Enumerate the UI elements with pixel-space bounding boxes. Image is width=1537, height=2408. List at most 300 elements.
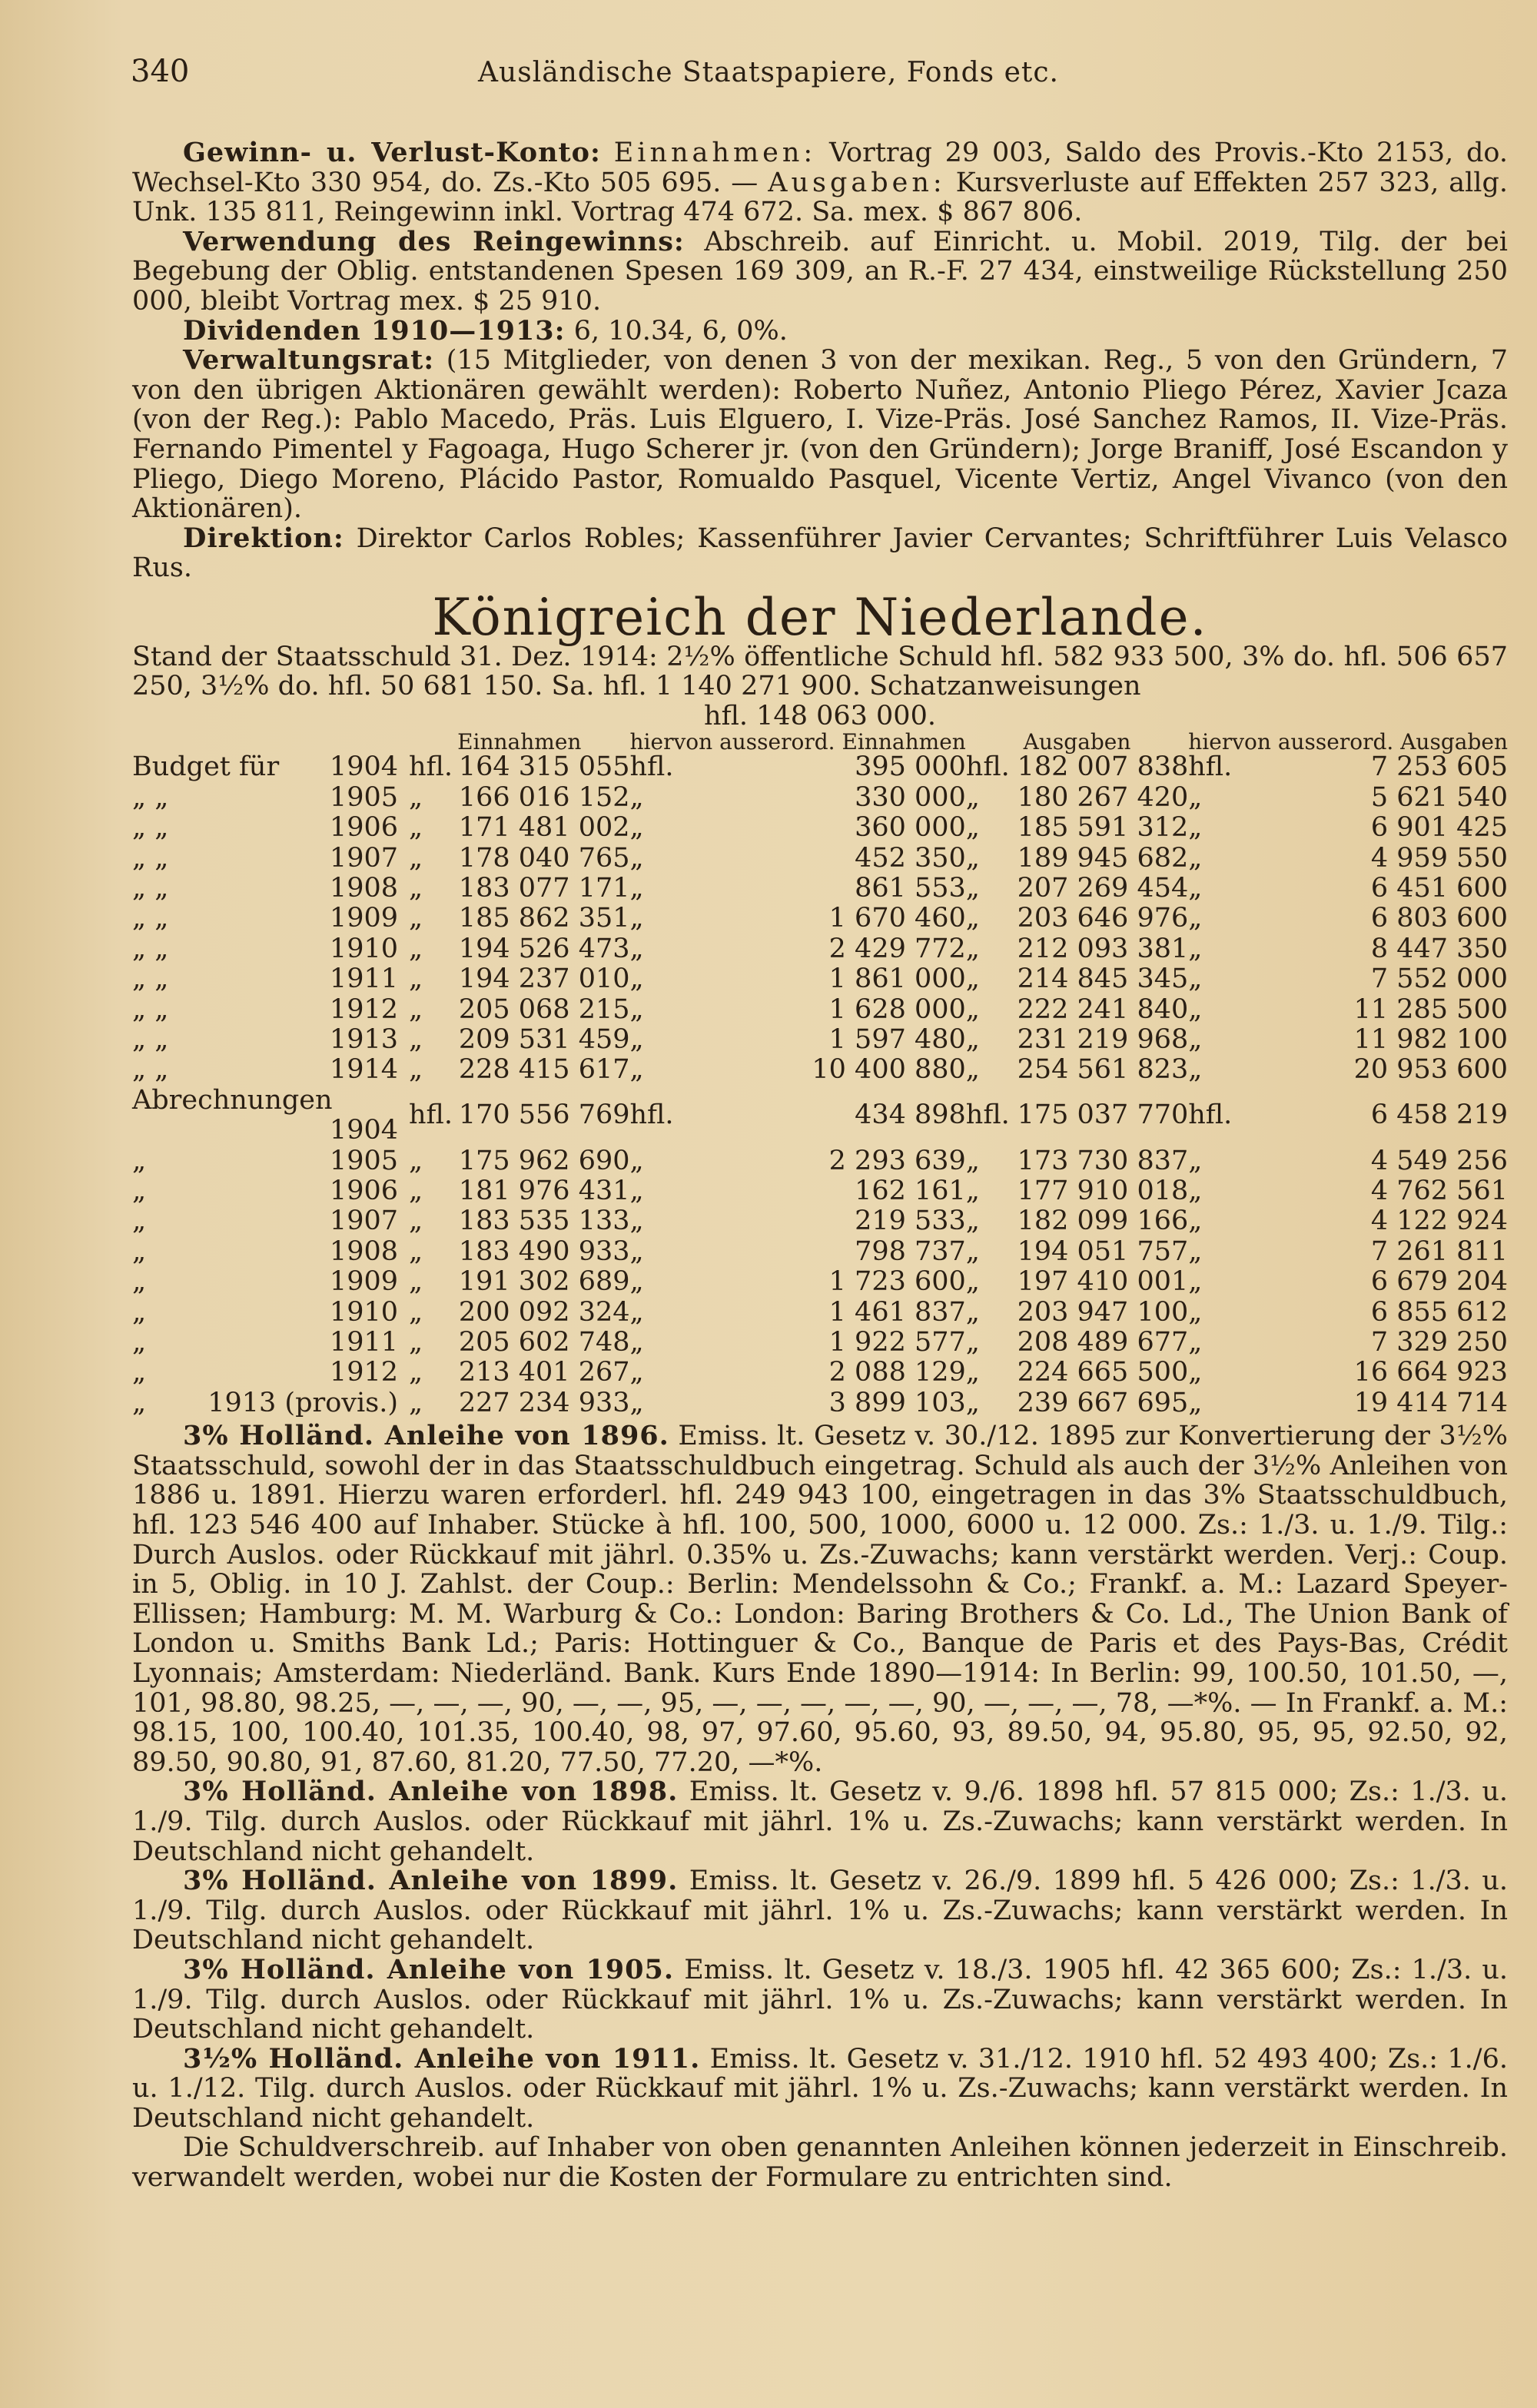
cell-ao-einnahmen: 1 461 837 — [828, 1296, 966, 1328]
unit-1: „ — [409, 1236, 423, 1267]
verwendung-text: Abschreib. auf Einricht. u. Mobil. 2019, Tilg. der bei Begebung der Oblig. entstandenen Spesen 169 309, an R.-F. 27 434, einstweilige Rückstellung 250 000, bleibt Vortrag mex. $ 25 910. — [132, 226, 1508, 317]
row-year: 1912 — [329, 1357, 398, 1388]
row-label-text: „ „ — [132, 872, 169, 904]
cell-ausgaben: 208 489 677 — [1017, 1327, 1189, 1358]
bond-title: 3½% Holländ. Anleihe von 1911. — [183, 2042, 701, 2075]
cell-ausgaben: 254 561 823 — [1017, 1054, 1189, 1086]
cell-ao-einnahmen: 452 350 — [855, 842, 966, 874]
cell-einnahmen: 213 401 267 — [458, 1357, 630, 1388]
cell-ao-ausgaben: 6 451 600 — [1370, 872, 1508, 904]
unit-2: „ — [629, 993, 644, 1025]
table-row — [132, 1086, 1508, 1146]
table-row — [132, 1025, 1508, 1055]
row-label — [132, 874, 409, 904]
cell-ao-ausgaben: 6 855 612 — [1370, 1296, 1508, 1328]
unit-3: „ — [965, 1236, 980, 1267]
row-label — [132, 1298, 409, 1328]
unit-4: „ — [1188, 842, 1203, 874]
table-row — [132, 1176, 1508, 1206]
unit-4: „ — [1188, 1357, 1203, 1388]
cell-ao-einnahmen: 2 293 639 — [828, 1145, 966, 1176]
gewinn-text-b: Vortrag 29 003, Saldo des Provis.-Kto 2153, do. Wechsel-Kto 330 954, do. Zs.-Kto 505 695. — — [132, 138, 1508, 198]
cell-einnahmen: 166 016 152 — [458, 781, 630, 813]
cell-einnahmen: 183 535 133 — [458, 1206, 630, 1237]
row-label-text: „ „ — [132, 993, 169, 1025]
table-row — [132, 783, 1508, 813]
unit-1: „ — [409, 781, 423, 813]
row-label — [132, 1267, 409, 1297]
cell-ausgaben: 203 947 100 — [1017, 1296, 1189, 1328]
unit-1: „ — [409, 1357, 423, 1388]
row-label-text: „ — [132, 1206, 147, 1237]
dividenden-text: 6, 10.34, 6, 0%. — [565, 315, 788, 347]
unit-4: „ — [1188, 1296, 1203, 1328]
cell-einnahmen: 227 234 933 — [458, 1387, 630, 1418]
table-row — [132, 995, 1508, 1025]
row-label — [132, 1206, 409, 1236]
table-row — [132, 1298, 1508, 1328]
unit-1: hfl. — [409, 1100, 453, 1131]
gewinn-text-c: Kursverluste auf Effekten 257 323, allg. Unk. 135 811, Reingewinn inkl. Vortrag 474 672. Sa. mex. $ 867 806. — [132, 167, 1509, 228]
bond-text: Emiss. lt. Gesetz v. 30./12. 1895 zur Konvertierung der 3½% Staatsschuld, sowohl der in das Staatsschuldbuch eingetrag. Schuld als auch der 3½% Anleihen von 1886 u. 1891. Hierzu waren erforderl. hfl. 249 943 100, eingetragen in das 3% Staatsschuldbuch, hfl. 123 546 400 auf Inhaber. Stücke à hfl. 100, 500, 1000, 6000 u. 12 000. Zs.: 1./3. u. 1./9. Tilg.: Durch Auslos. oder Rückkauf mit jährl. 0.35% u. Zs.-Zuwachs; kann verstärkt werden. Verj.: Coup. in 5, Oblig. in 10 J. Zahlst. der Coup.: Berlin: Mendelssohn & Co.; Frankf. a. M.: Lazard Speyer-Ellissen; Hamburg: M. M. Warburg & Co.: London: Baring Brothers & Co. Ld., The Union Bank of London u. Smiths Bank Ld.; Paris: Hottinguer & Co., Banque de Paris et des Pays-Bas, Crédit Lyonnais; Amsterdam: Niederländ. Bank. Kurs Ende 1890—1914: In Berlin: 99, 100.50, 101.50, —, 101, 98.80, 98.25, —, —, —, 90, —, —, 95, —, —, —, —, —, 90, —, —, —, 78, —*%. — In Frankf. a. M.: 98.15, 100, 100.40, 101.35, 100.40, 98, 97, 97.60, 95.60, 93, 89.50, 94, 95.80, 95, 95, 92.50, 92, 89.50, 90.80, 91, 87.60, 81.20, 77.50, 77.20, —*%. — [132, 1421, 1509, 1778]
unit-2: „ — [629, 903, 644, 934]
cell-ao-ausgaben: 4 122 924 — [1370, 1206, 1508, 1237]
unit-2: „ — [629, 1357, 644, 1388]
section-title: Königreich der Niederlande. — [432, 587, 1208, 647]
cell-einnahmen: 183 490 933 — [458, 1236, 630, 1267]
unit-2: hfl. — [629, 1100, 674, 1131]
unit-3: „ — [965, 964, 980, 995]
cell-ausgaben: 182 099 166 — [1017, 1206, 1189, 1237]
header-ausgaben: Ausgaben — [1023, 729, 1131, 755]
bond-text: Emiss. lt. Gesetz v. 9./6. 1898 hfl. 57 815 000; Zs.: 1./3. u. 1./9. Tilg. durch Auslos. oder Rückkauf mit jährl. 1% u. Zs.-Zuwachs; kann verstärkt werden. In Deutschland nicht gehandelt. — [132, 1776, 1508, 1867]
unit-3: „ — [965, 781, 980, 813]
cell-ausgaben: 180 267 420 — [1017, 781, 1189, 813]
unit-1: „ — [409, 1296, 423, 1328]
unit-4: „ — [1188, 1054, 1203, 1086]
cell-ausgaben: 207 269 454 — [1017, 872, 1189, 904]
unit-1: „ — [409, 933, 423, 964]
table-row — [132, 874, 1508, 904]
cell-einnahmen: 178 040 765 — [458, 842, 630, 874]
cell-einnahmen: 170 556 769 — [458, 1100, 630, 1131]
table-row — [132, 1358, 1508, 1388]
unit-3: „ — [965, 1175, 980, 1206]
cell-ao-ausgaben: 16 664 923 — [1353, 1357, 1508, 1388]
row-year: 1911 — [329, 1327, 398, 1358]
cell-ausgaben: 177 910 018 — [1017, 1175, 1189, 1206]
row-label-text: „ — [132, 1175, 147, 1206]
unit-3: „ — [965, 1327, 980, 1358]
bond-text: Emiss. lt. Gesetz v. 26./9. 1899 hfl. 5 426 000; Zs.: 1./3. u. 1./9. Tilg. durch Auslos. oder Rückkauf mit jährl. 1% u. Zs.-Zuwachs; kann verstärkt werden. In Deutschland nicht gehandelt. — [132, 1866, 1508, 1956]
unit-2: „ — [629, 1206, 644, 1237]
unit-1: „ — [409, 964, 423, 995]
verwaltungsrat-label: Verwaltungsrat: — [183, 344, 435, 376]
row-year: 1913 — [329, 1023, 398, 1055]
header-ao-einnahmen: hiervon ausserord. Einnahmen — [629, 729, 966, 755]
cell-einnahmen: 175 962 690 — [458, 1145, 630, 1176]
cell-ao-ausgaben: 6 803 600 — [1370, 903, 1508, 934]
unit-1: „ — [409, 872, 423, 904]
cell-ausgaben: 197 410 001 — [1017, 1266, 1189, 1298]
unit-3: „ — [965, 1054, 980, 1086]
bond-title: 3% Holländ. Anleihe von 1898. — [183, 1776, 679, 1808]
cell-ao-ausgaben: 8 447 350 — [1370, 933, 1508, 964]
cell-ao-einnahmen: 10 400 880 — [812, 1054, 966, 1086]
unit-4: „ — [1188, 1175, 1203, 1206]
unit-1: „ — [409, 1175, 423, 1206]
cell-ao-einnahmen: 1 597 480 — [828, 1023, 966, 1055]
cell-ausgaben: 194 051 757 — [1017, 1236, 1189, 1267]
cell-ao-ausgaben: 20 953 600 — [1353, 1054, 1508, 1086]
direktion-text: Direktor Carlos Robles; Kassenführer Javier Cervantes; Schriftführer Luis Velasco Rus. — [132, 522, 1508, 584]
cell-einnahmen: 205 068 215 — [458, 993, 630, 1025]
row-label — [132, 1146, 409, 1176]
row-label-text: „ — [132, 1266, 147, 1298]
running-title: Ausländische Staatspapiere, Fonds etc. — [478, 57, 1059, 88]
unit-4: „ — [1188, 1236, 1203, 1267]
bond-paragraph — [132, 1421, 1508, 1777]
bond-title: 3% Holländ. Anleihe von 1905. — [183, 1953, 675, 1985]
row-label — [132, 904, 409, 934]
row-label-text: „ — [132, 1236, 147, 1267]
unit-3: „ — [965, 1145, 980, 1176]
ausgaben-label: Ausgaben: — [768, 167, 946, 198]
unit-3: „ — [965, 1266, 980, 1298]
unit-4: hfl. — [1188, 1100, 1233, 1131]
unit-4: „ — [1188, 812, 1203, 844]
unit-2: „ — [629, 1327, 644, 1358]
gewinn-label: Gewinn- u. Verlust-Konto: — [183, 137, 601, 168]
cell-ao-einnahmen: 1 723 600 — [828, 1266, 966, 1298]
cell-ao-einnahmen: 1 922 577 — [828, 1327, 966, 1358]
row-year: 1904 — [329, 1115, 398, 1146]
cell-ao-ausgaben: 4 762 561 — [1370, 1175, 1508, 1206]
table-header-row — [132, 732, 1508, 752]
cell-einnahmen: 209 531 459 — [458, 1023, 630, 1055]
budget-table — [132, 729, 1508, 1418]
cell-ao-einnahmen: 1 628 000 — [828, 993, 966, 1025]
header-ao-ausgaben: hiervon ausserord. Ausgaben — [1188, 729, 1508, 755]
cell-einnahmen: 194 237 010 — [458, 964, 630, 995]
cell-ao-ausgaben: 6 679 204 — [1370, 1266, 1508, 1298]
unit-3: „ — [965, 1296, 980, 1328]
unit-2: „ — [629, 1175, 644, 1206]
cell-einnahmen: 205 602 748 — [458, 1327, 630, 1358]
row-year: 1908 — [329, 1236, 398, 1267]
cell-ao-einnahmen: 360 000 — [855, 812, 966, 844]
cell-ao-einnahmen: 798 737 — [855, 1236, 966, 1267]
gewinn-paragraph — [132, 138, 1508, 227]
row-label-text: „ „ — [132, 842, 169, 874]
cell-ao-einnahmen: 2 088 129 — [828, 1357, 966, 1388]
unit-2: „ — [629, 933, 644, 964]
bond-title: 3% Holländ. Anleihe von 1896. — [183, 1420, 669, 1452]
unit-3: „ — [965, 933, 980, 964]
unit-2: „ — [629, 1023, 644, 1055]
row-label-text: Budget für — [132, 751, 280, 783]
cell-ao-ausgaben: 7 329 250 — [1370, 1327, 1508, 1358]
row-label-text: „ — [132, 1357, 147, 1388]
unit-2: „ — [629, 842, 644, 874]
unit-2: „ — [629, 1145, 644, 1176]
row-label-text: „ — [132, 1296, 147, 1328]
unit-1: „ — [409, 1054, 423, 1086]
cell-einnahmen: 164 315 055 — [458, 751, 630, 783]
row-label — [132, 752, 409, 782]
verwendung-paragraph — [132, 227, 1508, 317]
direktion-paragraph — [132, 524, 1508, 583]
row-year: 1907 — [329, 842, 398, 874]
cell-ao-einnahmen: 1 670 460 — [828, 903, 966, 934]
unit-2: „ — [629, 812, 644, 844]
bond-paragraph — [132, 1777, 1508, 1866]
unit-4: „ — [1188, 781, 1203, 813]
row-label-text: „ — [132, 1327, 147, 1358]
cell-ausgaben: 214 845 345 — [1017, 964, 1189, 995]
bond-paragraph — [132, 1955, 1508, 2045]
row-label — [132, 1328, 409, 1358]
table-row — [132, 752, 1508, 782]
cell-ao-einnahmen: 861 553 — [855, 872, 966, 904]
cell-ao-ausgaben: 5 621 540 — [1370, 781, 1508, 813]
cell-ao-ausgaben: 4 549 256 — [1370, 1145, 1508, 1176]
unit-1: hfl. — [409, 751, 453, 783]
cell-ao-ausgaben: 7 253 605 — [1370, 751, 1508, 783]
unit-3: „ — [965, 1357, 980, 1388]
unit-4: „ — [1188, 933, 1203, 964]
unit-4: „ — [1188, 1145, 1203, 1176]
cell-ausgaben: 189 945 682 — [1017, 842, 1189, 874]
table-row — [132, 813, 1508, 843]
unit-2: „ — [629, 964, 644, 995]
row-label-text: Abrechnungen — [132, 1084, 333, 1116]
unit-4: hfl. — [1188, 751, 1233, 783]
row-label — [132, 1025, 409, 1055]
unit-1: „ — [409, 1145, 423, 1176]
cell-ao-ausgaben: 11 982 100 — [1353, 1023, 1508, 1055]
row-label — [132, 844, 409, 874]
stand-paragraph: Stand der Staatsschuld 31. Dez. 1914: 2½% öffentliche Schuld hfl. 582 933 500, 3% do. hfl. 506 657 250, 3½% do. hfl. 50 681 150. Sa. hfl. 1 140 271 900. Schatzanweisungen — [132, 641, 1508, 702]
unit-3: hfl. — [965, 751, 1010, 783]
gewinn-spacer — [601, 138, 614, 168]
table-row — [132, 1388, 1508, 1418]
row-year: 1905 — [329, 781, 398, 813]
table-row — [132, 934, 1508, 964]
unit-4: „ — [1188, 1327, 1203, 1358]
table-row — [132, 844, 1508, 874]
row-label — [132, 1388, 409, 1418]
cell-ausgaben: 203 646 976 — [1017, 903, 1189, 934]
row-label — [132, 1086, 409, 1146]
row-label-text: „ „ — [132, 903, 169, 934]
main-column — [132, 138, 1508, 2193]
table-row — [132, 1055, 1508, 1085]
cell-ao-einnahmen: 2 429 772 — [828, 933, 966, 964]
unit-2: „ — [629, 872, 644, 904]
bond-list — [132, 1421, 1508, 2133]
bond-text: Emiss. lt. Gesetz v. 18./3. 1905 hfl. 42 365 600; Zs.: 1./3. u. 1./9. Tilg. durch Auslos. oder Rückkauf mit jährl. 1% u. Zs.-Zuwachs; kann verstärkt werden. In Deutschland nicht gehandelt. — [132, 1954, 1509, 2045]
unit-1: „ — [409, 1266, 423, 1298]
row-year: 1911 — [329, 964, 398, 995]
cell-ao-einnahmen: 1 861 000 — [828, 964, 966, 995]
cell-ao-einnahmen: 395 000 — [855, 751, 966, 783]
cell-ao-ausgaben: 4 959 550 — [1370, 842, 1508, 874]
cell-ausgaben: 231 219 968 — [1017, 1023, 1189, 1055]
row-label — [132, 995, 409, 1025]
unit-4: „ — [1188, 1387, 1203, 1418]
closing-paragraph: Die Schuldverschreib. auf Inhaber von oben genannten Anleihen können jederzeit in Einschreib. verwandelt werden, wobei nur die Kosten der Formulare zu entrichten sind. — [132, 2132, 1508, 2194]
bond-paragraph — [132, 2042, 1508, 2134]
unit-3: „ — [965, 1206, 980, 1237]
cell-ao-ausgaben: 7 261 811 — [1370, 1236, 1508, 1267]
unit-4: „ — [1188, 1023, 1203, 1055]
cell-ausgaben: 212 093 381 — [1017, 933, 1189, 964]
verwaltungsrat-paragraph — [132, 346, 1508, 524]
unit-3: „ — [965, 1387, 980, 1418]
cell-ao-einnahmen: 219 533 — [855, 1206, 966, 1237]
row-year: 1909 — [329, 1266, 398, 1298]
table-row — [132, 1267, 1508, 1297]
bond-paragraph — [132, 1866, 1508, 1955]
row-year: 1905 — [329, 1145, 398, 1176]
einnahmen-label: Einnahmen: — [613, 138, 817, 168]
row-year: 1912 — [329, 993, 398, 1025]
unit-4: „ — [1188, 993, 1203, 1025]
unit-1: „ — [409, 1206, 423, 1237]
row-label-text: „ „ — [132, 781, 169, 813]
cell-ao-einnahmen: 3 899 103 — [828, 1387, 966, 1418]
verwendung-label: Verwendung des Reingewinns: — [183, 225, 685, 257]
unit-4: „ — [1188, 1206, 1203, 1237]
cell-einnahmen: 228 415 617 — [458, 1054, 630, 1086]
table-row — [132, 904, 1508, 934]
unit-2: „ — [629, 1296, 644, 1328]
unit-1: „ — [409, 812, 423, 844]
unit-3: „ — [965, 842, 980, 874]
cell-ao-einnahmen: 434 898 — [855, 1100, 966, 1131]
cell-ausgaben: 182 007 838 — [1017, 751, 1189, 783]
unit-1: „ — [409, 1023, 423, 1055]
cell-ao-einnahmen: 330 000 — [855, 781, 966, 813]
unit-2: hfl. — [629, 751, 674, 783]
unit-3: hfl. — [965, 1100, 1010, 1131]
cell-ao-ausgaben: 11 285 500 — [1353, 993, 1508, 1025]
row-year: 1906 — [329, 812, 398, 844]
unit-4: „ — [1188, 964, 1203, 995]
cell-ausgaben: 173 730 837 — [1017, 1145, 1189, 1176]
table-row — [132, 1237, 1508, 1267]
row-label — [132, 934, 409, 964]
row-label — [132, 783, 409, 813]
unit-3: „ — [965, 812, 980, 844]
row-label-text: „ „ — [132, 1023, 169, 1055]
page-number: 340 — [131, 54, 190, 89]
unit-1: „ — [409, 842, 423, 874]
cell-ao-ausgaben: 7 552 000 — [1370, 964, 1508, 995]
direktion-label: Direktion: — [183, 522, 344, 554]
cell-ao-einnahmen: 162 161 — [855, 1175, 966, 1206]
running-header — [131, 54, 1406, 100]
unit-1: „ — [409, 993, 423, 1025]
row-label — [132, 1176, 409, 1206]
cell-einnahmen: 183 077 171 — [458, 872, 630, 904]
unit-1: „ — [409, 903, 423, 934]
row-label — [132, 813, 409, 843]
row-label-text: „ „ — [132, 964, 169, 995]
cell-ausgaben: 224 665 500 — [1017, 1357, 1189, 1388]
cell-ao-ausgaben: 19 414 714 — [1353, 1387, 1508, 1418]
unit-2: „ — [629, 1387, 644, 1418]
unit-1: „ — [409, 1387, 423, 1418]
cell-einnahmen: 185 862 351 — [458, 903, 630, 934]
unit-2: „ — [629, 1236, 644, 1267]
table-row — [132, 964, 1508, 994]
row-label — [132, 1237, 409, 1267]
row-label — [132, 964, 409, 994]
row-label — [132, 1358, 409, 1388]
unit-2: „ — [629, 1266, 644, 1298]
row-label-text: „ — [132, 1145, 147, 1176]
unit-3: „ — [965, 993, 980, 1025]
unit-3: „ — [965, 903, 980, 934]
row-year: 1910 — [329, 1296, 398, 1328]
stand-tail: hfl. 148 063 000. — [704, 700, 936, 731]
cell-einnahmen: 200 092 324 — [458, 1296, 630, 1328]
bond-title: 3% Holländ. Anleihe von 1899. — [183, 1865, 679, 1897]
row-label-text: „ — [132, 1387, 147, 1418]
cell-ausgaben: 222 241 840 — [1017, 993, 1189, 1025]
cell-ao-ausgaben: 6 901 425 — [1370, 812, 1508, 844]
cell-einnahmen: 181 976 431 — [458, 1175, 630, 1206]
unit-2: „ — [629, 781, 644, 813]
header-einnahmen: Einnahmen — [457, 729, 582, 755]
unit-3: „ — [965, 1023, 980, 1055]
row-year: 1913 (provis.) — [207, 1387, 398, 1418]
row-year: 1904 — [329, 751, 398, 783]
row-year: 1907 — [329, 1206, 398, 1237]
unit-2: „ — [629, 1054, 644, 1086]
cell-ausgaben: 239 667 695 — [1017, 1387, 1189, 1418]
cell-ao-ausgaben: 6 458 219 — [1370, 1100, 1508, 1131]
row-year: 1910 — [329, 933, 398, 964]
unit-4: „ — [1188, 903, 1203, 934]
unit-4: „ — [1188, 1266, 1203, 1298]
row-label-text: „ „ — [132, 1054, 169, 1086]
table-row — [132, 1206, 1508, 1236]
cell-einnahmen: 194 526 473 — [458, 933, 630, 964]
table-row — [132, 1146, 1508, 1176]
cell-ausgaben: 185 591 312 — [1017, 812, 1189, 844]
dividenden-paragraph — [132, 314, 1508, 347]
row-year: 1909 — [329, 903, 398, 934]
row-year: 1906 — [329, 1175, 398, 1206]
unit-1: „ — [409, 1327, 423, 1358]
row-year: 1914 — [329, 1054, 398, 1086]
table-row — [132, 1328, 1508, 1358]
row-label — [132, 1055, 409, 1085]
unit-3: „ — [965, 872, 980, 904]
cell-ausgaben: 175 037 770 — [1017, 1100, 1189, 1131]
verwaltungsrat-text: (15 Mitglieder, von denen 3 von der mexikan. Reg., 5 von den Gründern, 7 von den übrigen Aktionären gewählt werden): Roberto Nuñez, Antonio Pliego Pérez, Xavier Jcaza (von der Reg.): Pablo Macedo, Präs. Luis Elguero, I. Vize-Präs. José Sanchez Ramos, II. Vize-Präs. Fernando Pimentel y Fagoaga, Hugo Scherer jr. (von den Gründern); Jorge Braniff, José Escandon y Pliego, Diego Moreno, Plácido Pastor, Romualdo Pasquel, Vicente Vertiz, Angel Vivanco (von den Aktionären). — [132, 345, 1508, 525]
row-year: 1908 — [329, 872, 398, 904]
row-label-text: „ „ — [132, 933, 169, 964]
unit-4: „ — [1188, 872, 1203, 904]
cell-einnahmen: 191 302 689 — [458, 1266, 630, 1298]
bond-text: Emiss. lt. Gesetz v. 31./12. 1910 hfl. 52 493 400; Zs.: 1./6. u. 1./12. Tilg. durch Auslos. oder Rückkauf mit jährl. 1% u. Zs.-Zuwachs; kann verstärkt werden. In Deutschland nicht gehandelt. — [132, 2043, 1508, 2134]
row-label-text: „ „ — [132, 812, 169, 844]
dividenden-label: Dividenden 1910—1913: — [183, 314, 566, 347]
